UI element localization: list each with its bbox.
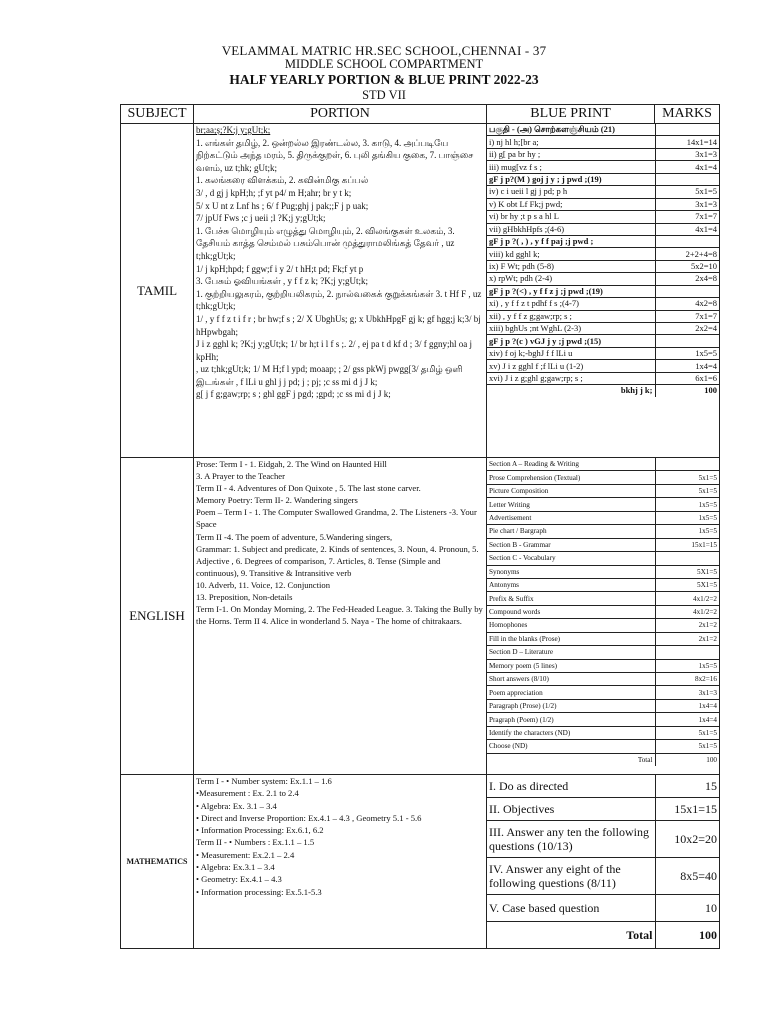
portion-line: 3. பேசும் ஓவியங்கள் , y f f z k; ?K;j y;gUt;k; — [196, 276, 368, 287]
blueprint-item-label: ii) g[ pa br hy ; — [487, 148, 655, 160]
blueprint-row — [487, 298, 719, 310]
portion-line: Term II - 4. Adventures of Don Quixote , 5. The last stone carver. — [196, 483, 421, 494]
blueprint-item-marks: 1x5=5 — [655, 525, 719, 538]
portion-line: • Geometry: Ex.4.1 – 4.3 — [196, 874, 282, 885]
blueprint-item-label: gF j p ?( , ) , y f f paj ;j pwd ; — [487, 235, 655, 247]
tamil-subject-cell: TAMIL — [121, 124, 194, 458]
blueprint-item-label: Poem appreciation — [487, 686, 655, 699]
portion-line: 1. கலங்கரை விளக்கம், 2. கவின்மிகு கப்பல் — [196, 175, 369, 186]
blueprint-row — [487, 148, 719, 160]
mathematics-portion-cell — [194, 775, 487, 949]
portion-line: 3. A Prayer to the Teacher — [196, 471, 285, 482]
blueprint-row — [487, 372, 719, 384]
blueprint-item-marks: 10 — [655, 895, 719, 922]
blueprint-item-marks — [655, 285, 719, 297]
blueprint-item-marks: 2x1=2 — [655, 619, 719, 632]
blueprint-item-marks: 4x2=8 — [655, 298, 719, 310]
blueprint-item-marks: 3x1=3 — [655, 198, 719, 210]
blueprint-row — [487, 565, 719, 578]
blueprint-row — [487, 686, 719, 699]
blueprint-row — [487, 471, 719, 484]
blueprint-item-marks — [655, 335, 719, 347]
blueprint-item-label: III. Answer any ten the following questions (10/13) — [487, 821, 655, 858]
column-header-row — [121, 105, 720, 124]
blueprint-item-marks: 2+2+4=8 — [655, 248, 719, 260]
blueprint-item-marks: 2x4=8 — [655, 273, 719, 285]
blueprint-item-label: viii) kd gghl k; — [487, 248, 655, 260]
subject-column-header: SUBJECT — [121, 105, 194, 124]
portion-column-header: PORTION — [194, 105, 487, 124]
portion-line: 1. குற்றியலுகரம், குற்றியலிகரம், 2. நால்வகைக் குறுக்கங்கள் 3. t Hf F , uz t;hk;gUt;k; — [196, 288, 482, 312]
blueprint-row — [487, 211, 719, 223]
blueprint-row — [487, 858, 719, 895]
blueprint-row — [487, 592, 719, 605]
blueprint-item-label: bkhj j k; — [620, 385, 653, 396]
blueprint-item-label: gF j p ?(c ) vGJ j y ;j pwd ;(15) — [487, 335, 655, 347]
blueprint-item-marks: 15 — [655, 775, 719, 798]
blueprint-row — [487, 310, 719, 322]
marks-column-header: MARKS — [655, 105, 720, 124]
blueprint-item-marks: 15x1=15 — [655, 538, 719, 551]
portion-line: • Algebra: Ex.3.1 – 3.4 — [196, 862, 275, 873]
english-subject-cell: ENGLISH — [121, 458, 194, 775]
blueprint-item-marks: 3x1=3 — [655, 148, 719, 160]
blueprint-item-marks: 1x5=5 — [655, 659, 719, 672]
mathematics-row — [121, 775, 720, 949]
blueprint-item-marks: 5x1=5 — [655, 186, 719, 198]
blueprint-row — [487, 605, 719, 618]
blueprint-row — [487, 186, 719, 198]
blueprint-item-label: Total — [626, 928, 653, 942]
blueprint-item-marks — [655, 124, 719, 136]
blueprint-item-marks — [655, 552, 719, 565]
portion-line: 1/ , y f f z t i f r ; br hw;f s ; 2/ X UbghUs; g; x UbkhHpgF gj k; gf hgg;j k;3/ bj hHpwbgah; — [196, 313, 481, 337]
blueprint-item-marks: 5x1=5 — [655, 471, 719, 484]
portion-line: , uz t;hk;gUt;k; 1/ M H;f l ypd; moaap; ; 2/ gss pkWj pwgg[3/ தமிழ் ஒளி இடங்கள் , f lLi u ghl j j pd; j ; pj; ;c ss mi d j J k; — [196, 364, 463, 387]
compartment-name: MIDDLE SCHOOL COMPARTMENT — [284, 57, 484, 71]
blueprint-item-label: Picture Composition — [487, 484, 655, 497]
blueprint-row — [487, 248, 719, 260]
blueprint-item-label: xvi) J i z g;ghl g;gaw;rp; s ; — [487, 372, 655, 384]
blueprint-item-marks — [655, 235, 719, 247]
blueprint-item-marks — [655, 173, 719, 185]
blueprint-row — [487, 161, 719, 173]
blueprint-item-marks: 6x1=6 — [655, 372, 719, 384]
portion-line: • Direct and Inverse Proportion: Ex.4.1 – 4.3 , Geometry 5.1 - 5.6 — [196, 812, 422, 823]
blueprint-item-marks: 5x1=5 — [655, 740, 719, 753]
blueprint-row — [487, 775, 719, 798]
blueprint-item-label: Total — [637, 755, 653, 764]
blueprint-item-label: xiv) f oj k;-bghJ f f lLi u — [487, 347, 655, 359]
blueprint-item-label: xii) , y f f z g;gaw;rp; s ; — [487, 310, 655, 322]
tamil-blueprint-table — [487, 124, 719, 397]
blueprint-row — [487, 458, 719, 471]
blueprint-row — [487, 821, 719, 858]
english-row — [121, 458, 720, 775]
blueprint-row — [487, 578, 719, 591]
portion-line: 5/ x U nt z Lnf hs ; 6/ f Pug;ghj j pak;;F j p uak; — [196, 200, 369, 211]
blueprint-item-label: Fill in the blanks (Prose) — [487, 632, 655, 645]
portion-line: 1/ j kpH;hpd; f ggw;f i y 2/ t hH;t pd; Fk;f yt p — [196, 263, 364, 274]
blueprint-row — [487, 632, 719, 645]
portion-line: 1. பேச்சு மொழியும் எழுத்து மொழியும், 2. விலங்குகள் உலகம், 3. தேசியம் காத்த செம்மல் பசும்பொன் முத்துராமலிங்கத் தேவர் , uz t;hk;gUt;k; — [196, 225, 455, 261]
blueprint-item-label: Synonyms — [487, 565, 655, 578]
blueprint-item-label: iv) c i ueii l gj j pd; p h — [487, 186, 655, 198]
blueprint-item-marks: 4x1=4 — [655, 223, 719, 235]
portion-line: • Information Processing: Ex.6.1, 6.2 — [196, 825, 324, 836]
blueprint-item-label: Choose (ND) — [487, 740, 655, 753]
blueprint-item-marks: 100 — [655, 922, 719, 949]
portion-line: Term II - • Numbers : Ex.1.1 – 1.5 — [196, 837, 315, 848]
blueprint-item-label: ix) F Wt; pdh (5-8) — [487, 260, 655, 272]
blueprint-row — [487, 726, 719, 739]
blueprint-item-marks: 4x1=4 — [655, 161, 719, 173]
blueprint-row — [487, 223, 719, 235]
blueprint-item-marks: 2x2=4 — [655, 323, 719, 335]
blueprint-row — [487, 273, 719, 285]
blueprint-item-label: xiii) bghUs ;nt WghL (2-3) — [487, 323, 655, 335]
english-portion-cell — [194, 458, 487, 775]
blueprint-row — [487, 498, 719, 511]
blueprint-item-label: Antonyms — [487, 578, 655, 591]
document-title: HALF YEARLY PORTION & BLUE PRINT 2022-23 — [229, 72, 539, 87]
mathematics-subject-cell: MATHEMATICS — [121, 775, 194, 949]
portion-line: • Measurement: Ex.2.1 – 2.4 — [196, 849, 295, 860]
blueprint-item-marks: 4x1/2=2 — [655, 592, 719, 605]
blueprint-item-label: Section A – Reading & Writing — [487, 458, 655, 471]
blueprint-item-label: Paragraph (Prose) (1/2) — [487, 699, 655, 712]
tamil-blueprint-cell — [487, 124, 720, 458]
portion-line: Term II -4. The poem of adventure, 5.Wandering singers, — [196, 531, 393, 542]
blueprint-item-label: gF j p?(M ) goj j y ; j pwd ;(19) — [487, 173, 655, 185]
blueprint-item-label: V. Case based question — [487, 895, 655, 922]
blueprint-item-label: Prefix & Suffix — [487, 592, 655, 605]
blueprint-row — [487, 198, 719, 210]
blueprint-column-header: BLUE PRINT — [487, 105, 655, 124]
blueprint-item-label: Section C - Vocabulary — [487, 552, 655, 565]
portion-line: Term I - • Number system: Ex.1.1 – 1.6 — [196, 776, 332, 786]
blueprint-item-marks: 5X1=5 — [655, 578, 719, 591]
blueprint-item-label: vi) br hy ;t p s a hl L — [487, 211, 655, 223]
portion-line: Grammar: 1. Subject and predicate, 2. Kinds of sentences, 3. Noun, 4. Pronoun, 5. Adjective , 6. Degrees of comparison, 7. Articles, 8. Tense (Simple and continuous), 9. Transitive & Intransitive verb — [196, 543, 479, 578]
school-name: VELAMMAL MATRIC HR.SEC SCHOOL,CHENNAI - 37 — [221, 43, 547, 58]
blueprint-item-marks: 1x4=4 — [655, 699, 719, 712]
portion-line: Poem – Term I - 1. The Computer Swallowed Grandma, 2. The Listeners -3. Your Space — [196, 507, 477, 530]
blueprint-row — [487, 347, 719, 359]
portion-line: Memory Poetry: Term II- 2. Wandering singers — [196, 495, 358, 506]
blueprint-item-label: IV. Answer any eight of the following questions (8/11) — [487, 858, 655, 895]
blueprint-item-marks: 14x1=14 — [655, 136, 719, 148]
blueprint-item-marks: 4x1/2=2 — [655, 605, 719, 618]
blueprint-row — [487, 385, 719, 397]
portion-line: •Measurement : Ex. 2.1 to 2.4 — [196, 788, 299, 799]
blueprint-item-marks: 10x2=20 — [655, 821, 719, 858]
portion-line: • Information processing: Ex.5.1-5.3 — [196, 886, 322, 897]
blueprint-row — [487, 798, 719, 821]
blueprint-item-marks: 100 — [655, 753, 719, 766]
blueprint-row — [487, 740, 719, 753]
portion-line: Term I-1. On Monday Morning, 2. The Fed-Headed League. 3. Taking the Bully by the Horns. Term II 4. Alice in wonderland 5. Naya - The home of chitrakaars. — [196, 604, 483, 627]
blueprint-row — [487, 525, 719, 538]
portion-line: Prose: Term I - 1. Eidgah, 2. The Wind on Haunted Hill — [196, 459, 387, 469]
blueprint-item-label: vii) gHbkhHpfs ;(4-6) — [487, 223, 655, 235]
blueprint-item-label: gF j p ?(<) , y f f z j ;j pwd ;(19) — [487, 285, 655, 297]
blueprint-item-marks: 3x1=3 — [655, 686, 719, 699]
portion-line: • Algebra: Ex. 3.1 – 3.4 — [196, 800, 277, 811]
portion-line: 13. Preposition, Non-details — [196, 592, 293, 603]
portion-line: 3/ , d gj j kpH;h; ;f yt p4/ m H;ahr; br y t k; — [196, 187, 352, 198]
standard-label: STD VII — [362, 88, 406, 102]
english-blueprint-cell — [487, 458, 720, 775]
blueprint-row — [487, 619, 719, 632]
blueprint-item-label: x) rpWt; pdh (2-4) — [487, 273, 655, 285]
blueprint-item-marks: 5x2=10 — [655, 260, 719, 272]
blueprint-row — [487, 753, 719, 766]
blueprint-item-marks: 1x5=5 — [655, 511, 719, 524]
blueprint-item-marks: 7x1=7 — [655, 211, 719, 223]
blueprint-row — [487, 673, 719, 686]
blueprint-row — [487, 235, 719, 247]
blueprint-row — [487, 323, 719, 335]
blueprint-item-label: i) nj hl h;[br a; — [487, 136, 655, 148]
blueprint-item-label: I. Do as directed — [487, 775, 655, 798]
blueprint-item-marks — [655, 646, 719, 659]
blueprint-row — [487, 484, 719, 497]
portion-line: J i z gghl k; ?K;j y;gUt;k; 1/ br h;t i l f s ;. 2/ , ej pa t d kf d ; 3/ f ggny;hl oa j kpHh; — [196, 339, 472, 362]
mathematics-blueprint-cell — [487, 775, 720, 949]
blueprint-item-label: Pie chart / Bargraph — [487, 525, 655, 538]
blueprint-row — [487, 136, 719, 148]
blueprint-item-marks: 1x4=4 — [655, 713, 719, 726]
blueprint-row — [487, 646, 719, 659]
portion-line: g[ j f g;gaw;rp; s ; ghl ggF j pgd; ;gpd; ;c ss mi d j J k; — [196, 389, 391, 400]
portion-line: 1. எங்கள் தமிழ், 2. ஒன்றல்ல இரண்டல்ல, 3. காடு, 4. அப்படியே நிற்கட்டும் அந்த மரம், 5. திருக்குறள், 6. புலி தங்கிய குகை, 7. பாஞ்சை வளம், uz t;hk; gUt;k; — [196, 137, 474, 173]
blueprint-row — [487, 124, 719, 136]
blueprint-item-marks: 1x5=5 — [655, 347, 719, 359]
blueprint-item-label: Compound words — [487, 605, 655, 618]
blueprint-item-marks — [655, 458, 719, 471]
blueprint-item-label: Prose Comprehension (Textual) — [487, 471, 655, 484]
tamil-row — [121, 124, 720, 458]
blueprint-item-marks: 5x1=5 — [655, 726, 719, 739]
blueprint-item-label: Section B - Grammar — [487, 538, 655, 551]
blueprint-item-marks: 8x2=16 — [655, 673, 719, 686]
blueprint-row — [487, 538, 719, 551]
tamil-portion-cell — [194, 124, 487, 458]
blueprint-row — [487, 552, 719, 565]
blueprint-row — [487, 260, 719, 272]
blueprint-row — [487, 699, 719, 712]
blueprint-row — [487, 659, 719, 672]
blueprint-item-marks: 2x1=2 — [655, 632, 719, 645]
blueprint-item-marks: 15x1=15 — [655, 798, 719, 821]
blueprint-item-label: Letter Writing — [487, 498, 655, 511]
blueprint-item-label: iii) mug[vz f s ; — [487, 161, 655, 173]
blueprint-item-label: II. Objectives — [487, 798, 655, 821]
blueprint-item-label: Pragraph (Poem) (1/2) — [487, 713, 655, 726]
blueprint-row — [487, 335, 719, 347]
portion-blueprint-table — [120, 104, 720, 949]
blueprint-row — [487, 173, 719, 185]
mathematics-blueprint-table — [487, 775, 719, 948]
blueprint-row — [487, 360, 719, 372]
blueprint-row — [487, 922, 719, 949]
blueprint-item-marks: 7x1=7 — [655, 310, 719, 322]
blueprint-item-label: v) K obt Lf Fk;j pwd; — [487, 198, 655, 210]
blueprint-row — [487, 511, 719, 524]
english-blueprint-table — [487, 458, 719, 766]
blueprint-item-marks: 5x1=5 — [655, 484, 719, 497]
blueprint-item-marks: 100 — [655, 385, 719, 397]
blueprint-item-label: Advertisement — [487, 511, 655, 524]
blueprint-item-label: Short answers (8/10) — [487, 673, 655, 686]
blueprint-item-label: பகுதி - (அ) சொற்களஞ்சியம் (21) — [487, 124, 655, 136]
blueprint-item-marks: 5X1=5 — [655, 565, 719, 578]
blueprint-item-label: xv) J i z gghl f ;f lLi u (1-2) — [487, 360, 655, 372]
blueprint-item-marks: 8x5=40 — [655, 858, 719, 895]
blueprint-item-label: Identify the characters (ND) — [487, 726, 655, 739]
blueprint-item-marks: 1x4=4 — [655, 360, 719, 372]
blueprint-item-label: Memory poem (5 lines) — [487, 659, 655, 672]
portion-line: 7/ jpUf Fws ;c j ueii ;l ?K;j y;gUt;k; — [196, 213, 326, 224]
blueprint-item-label: Homophones — [487, 619, 655, 632]
portion-line: 10. Adverb, 11. Voice, 12. Conjunction — [196, 579, 330, 590]
blueprint-row — [487, 285, 719, 297]
blueprint-item-label: xi) , y f f z t pdhf f s ;(4-7) — [487, 298, 655, 310]
blueprint-row — [487, 895, 719, 922]
blueprint-item-label: Section D – Literature — [487, 646, 655, 659]
portion-line: br;aa;ș;?K;j y;gUt;k; — [196, 125, 271, 135]
blueprint-row — [487, 713, 719, 726]
blueprint-item-marks: 1x5=5 — [655, 498, 719, 511]
